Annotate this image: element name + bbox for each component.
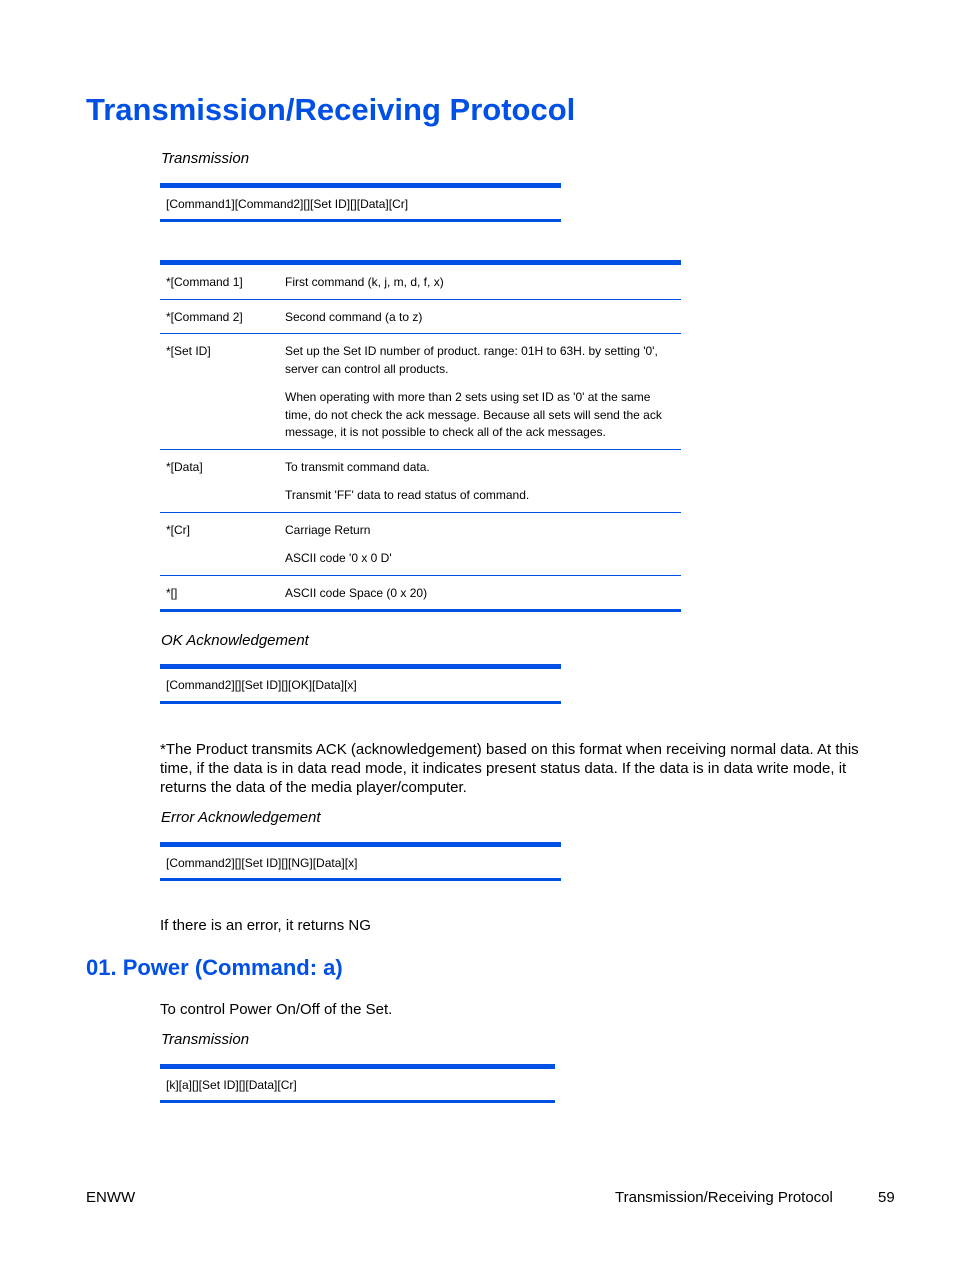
param-desc: Carriage Return ASCII code '0 x 0 D' <box>279 512 681 575</box>
footer-left: ENWW <box>86 1189 136 1206</box>
page-title: Transmission/Receiving Protocol <box>86 92 576 127</box>
param-key: *[Cr] <box>160 512 279 575</box>
param-key: *[Command 2] <box>160 299 279 334</box>
power-format-box <box>160 1064 555 1103</box>
parameter-table <box>160 260 681 612</box>
error-ack-format-box <box>160 842 561 881</box>
footer-section: Transmission/Receiving Protocol <box>615 1189 833 1206</box>
param-desc: First command (k, j, m, d, f, x) <box>285 275 444 289</box>
table-row <box>160 449 681 512</box>
power-transmission-label: Transmission <box>161 1031 250 1048</box>
param-desc: Set up the Set ID number of product. range: 01H to 63H. by setting '0', server can control all products. When operating with more than 2 sets using set ID as '0' at the same time, do not check the ack message. Because all sets will send the ack message, it is not possible to check all of the ack messages. <box>279 334 681 450</box>
table-row <box>160 512 681 575</box>
error-ack-label: Error Acknowledgement <box>161 809 321 826</box>
transmission-format: [Command1][Command2][][Set ID][][Data][Cr] <box>166 196 409 211</box>
param-key: *[Set ID] <box>160 334 279 450</box>
param-key: *[] <box>160 575 279 611</box>
table-row <box>160 263 681 300</box>
param-key: *[Data] <box>160 449 279 512</box>
param-key: *[Command 1] <box>166 275 243 289</box>
error-ack-note: If there is an error, it returns NG <box>160 917 371 934</box>
section-heading: 01. Power (Command: a) <box>86 955 343 980</box>
ok-ack-note: *The Product transmits ACK (acknowledgement) based on this format when receiving normal data. At this time, if the data is in data read mode, it indicates present status data. If the data is in data write mode, it returns the data of the media player/computer. <box>160 741 859 796</box>
page-number: 59 <box>878 1189 895 1206</box>
param-desc: To transmit command data. Transmit 'FF' data to read status of command. <box>279 449 681 512</box>
table-row <box>160 334 681 450</box>
power-format: [k][a][][Set ID][][Data][Cr] <box>166 1077 297 1092</box>
param-desc: Second command (a to z) <box>279 299 681 334</box>
transmission-format-box <box>160 183 561 222</box>
ok-ack-format: [Command2][][Set ID][][OK][Data][x] <box>166 678 357 692</box>
ok-ack-label: OK Acknowledgement <box>161 632 309 649</box>
ok-ack-format-box <box>160 664 561 704</box>
table-row <box>160 299 681 334</box>
power-description: To control Power On/Off of the Set. <box>160 1001 393 1018</box>
transmission-label: Transmission <box>161 150 250 167</box>
table-row <box>160 575 681 611</box>
param-desc: ASCII code Space (0 x 20) <box>279 575 681 611</box>
error-ack-format: [Command2][][Set ID][][NG][Data][x] <box>166 855 358 870</box>
